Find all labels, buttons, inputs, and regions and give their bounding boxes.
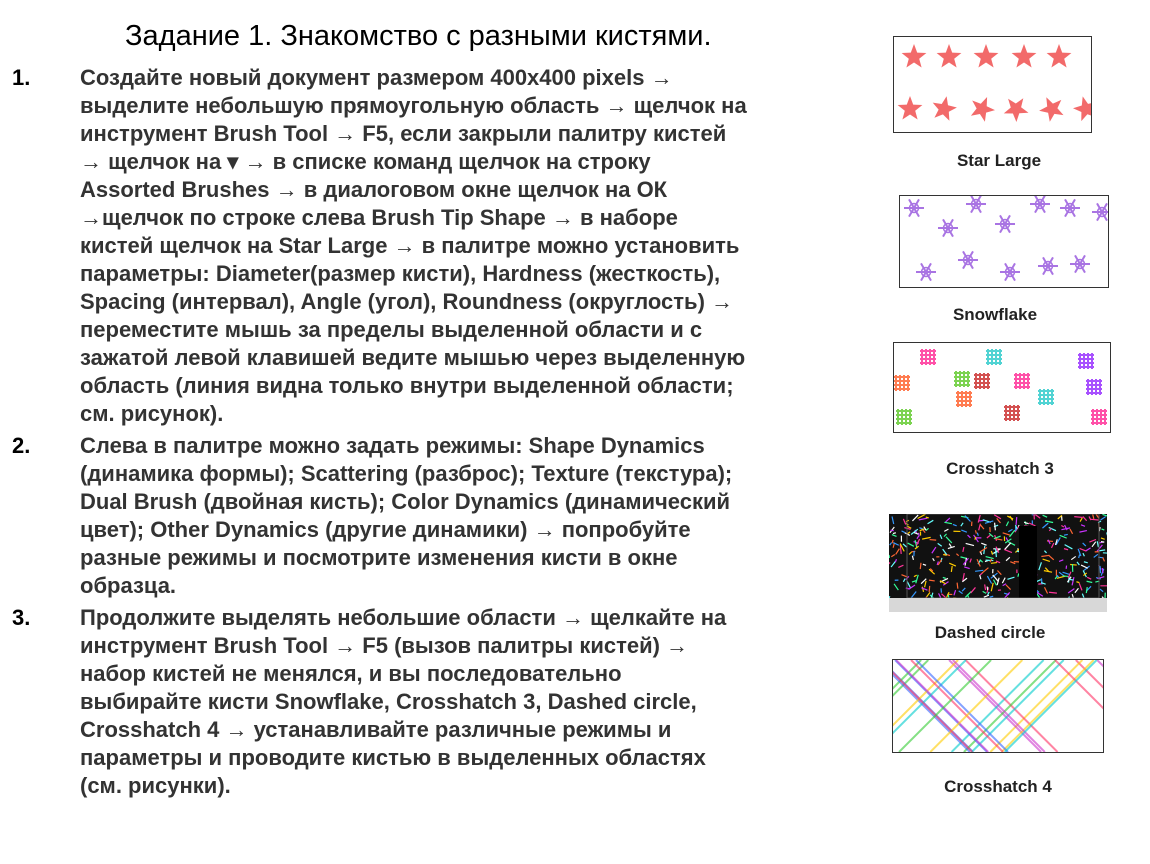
task-text: Продолжите выделять небольшие области → щелкайте на инструмент Brush Tool → F5 (вызов палитры кистей) → набор кистей не менялся, и вы последовательно выбирайте кисти Snowflake, Crosshatch 3, Dashed circle, Crosshatch 4 → устанавливайте различные режимы и параметры и проводите кистью в выделенных областях (см. рисунки). bbox=[80, 605, 727, 798]
task-number: 2. bbox=[12, 433, 31, 458]
sample-snowflake bbox=[899, 195, 1109, 288]
sample-caption: Crosshatch 4 bbox=[944, 777, 1052, 796]
task-item-1 bbox=[12, 64, 872, 428]
task-text: Слева в палитре можно задать режимы: Shape Dynamics (динамика формы); Scattering (разброс); Texture (текстура); Dual Brush (двойная кисть); Color Dynamics (динамический цвет); Other Dynamics (другие динамики) → попробуйте разные режимы и посмотрите изменения кисти в окне образца. bbox=[80, 433, 733, 598]
sample-crosshatch-4 bbox=[892, 659, 1104, 753]
snowflake-icon bbox=[900, 196, 1108, 287]
crosshatch-lines-icon bbox=[893, 660, 1103, 752]
task-item-3 bbox=[12, 604, 872, 800]
task-list bbox=[12, 64, 872, 800]
sample-crosshatch-3 bbox=[893, 342, 1111, 433]
sample-caption: Snowflake bbox=[952, 305, 1038, 324]
page-title: Задание 1. Знакомство с разными кистями. bbox=[125, 20, 712, 52]
sample-dashed-circle bbox=[889, 514, 1107, 612]
task-number: 3. bbox=[12, 605, 31, 630]
star-icon bbox=[894, 37, 1091, 132]
task-number: 1. bbox=[12, 65, 31, 90]
sample-star-large bbox=[893, 36, 1092, 133]
dashed-circle-icon bbox=[889, 514, 1107, 612]
crosshatch-icon bbox=[894, 343, 1110, 432]
sample-caption: Star Large bbox=[956, 151, 1042, 170]
task-text: Создайте новый документ размером 400x400 pixels → выделите небольшую прямоугольную область → щелчок на инструмент Brush Tool → F5, если закрыли палитру кистей → щелчок на ▾ → в списке команд щелчок на строку Assorted Brushes → в диалоговом окне щелчок на ОК →щелчок по строке слева Brush Tip Shape → в наборе кистей щелчок на Star Large → в палитре можно установить параметры: Diameter(размер кисти), Hardness (жесткость), Spacing (интервал), Angle (угол), Roundness (округлость) → переместите мышь за пределы выделенной области и с зажатой левой клавишей ведите мышью через выделенную область (линия видна только внутри выделенной области; см. рисунок). bbox=[80, 65, 747, 426]
task-item-2 bbox=[12, 432, 872, 600]
sample-caption: Dashed circle bbox=[934, 623, 1046, 642]
sample-caption: Crosshatch 3 bbox=[946, 459, 1054, 478]
